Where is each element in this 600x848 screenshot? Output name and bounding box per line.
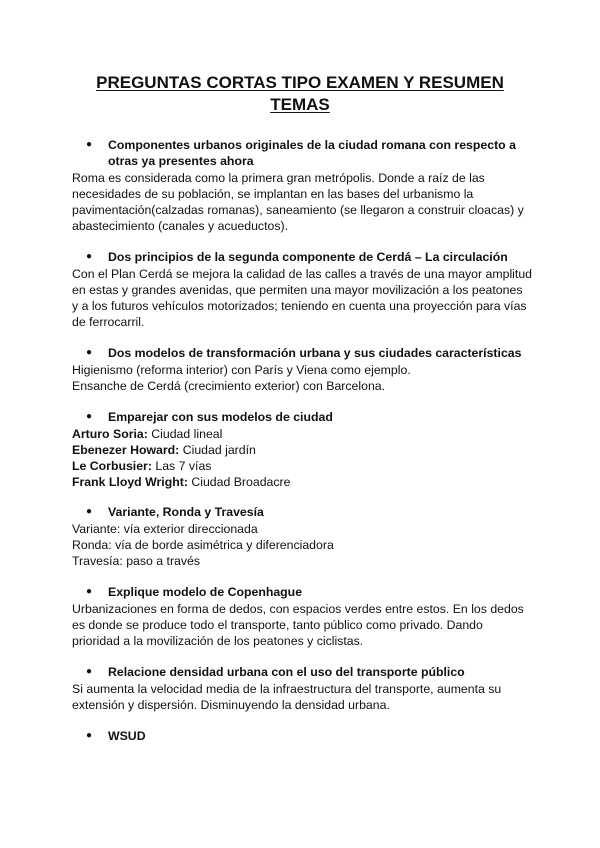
section-density-transport	[72, 664, 532, 713]
question-text: Relacione densidad urbana con el uso del transporte público	[108, 665, 465, 679]
section-cerda-circulation	[72, 249, 532, 330]
pair-value: Ciudad jardín	[182, 443, 256, 457]
section-copenhagen-model	[72, 584, 532, 649]
pair-name: Ebenezer Howard:	[72, 443, 180, 457]
bullet-icon: ●	[86, 730, 93, 741]
question-text: Componentes urbanos originales de la ciudad romana con respecto a otras ya presentes ahora	[108, 138, 516, 168]
pair-line	[72, 458, 532, 474]
answer-line: Ensanche de Cerdá (crecimiento exterior) con Barcelona.	[72, 379, 386, 393]
question-text: WSUD	[108, 729, 146, 743]
pair-name: Arturo Soria:	[72, 427, 148, 441]
answer-text: Urbanizaciones en forma de dedos, con espacios verdes entre estos. En los dedos es donde se produce todo el transporte, tanto público como privado. Dando prioridad a la movilización de los peatones y ciclistas.	[72, 602, 524, 648]
pair-line	[72, 442, 532, 458]
bullet-icon: ●	[86, 139, 93, 150]
question-heading	[72, 728, 532, 744]
answer-line: Travesía: paso a través	[72, 554, 201, 568]
question-text: Emparejar con sus modelos de ciudad	[108, 410, 333, 424]
answer-line: Ronda: vía de borde asimétrica y diferenciadora	[72, 538, 334, 552]
section-city-models	[72, 409, 532, 490]
pair-value: Ciudad Broadacre	[191, 475, 291, 489]
document-title: PREGUNTAS CORTAS TIPO EXAMEN Y RESUMEN TEMAS	[96, 73, 504, 114]
pair-name: Le Corbusier:	[72, 459, 152, 473]
bullet-icon: ●	[86, 251, 93, 262]
question-heading	[72, 345, 532, 361]
pair-line	[72, 474, 532, 490]
bullet-icon: ●	[86, 347, 93, 358]
question-heading	[72, 409, 532, 425]
bullet-icon: ●	[86, 586, 93, 597]
section-transformation-models	[72, 345, 532, 394]
answer-line: Higienismo (reforma interior) con París y Viena como ejemplo.	[72, 363, 411, 377]
question-heading	[72, 584, 532, 600]
bullet-icon: ●	[86, 666, 93, 677]
section-wsud	[72, 728, 532, 745]
pair-value: Ciudad lineal	[151, 427, 223, 441]
section-roman-city	[72, 137, 532, 234]
bullet-icon: ●	[86, 411, 93, 422]
answer-line: Variante: vía exterior direccionada	[72, 522, 258, 536]
question-heading	[72, 137, 532, 169]
question-text: Dos modelos de transformación urbana y sus ciudades características	[108, 346, 522, 360]
pair-name: Frank Lloyd Wright:	[72, 475, 188, 489]
pair-line	[72, 426, 532, 442]
question-heading	[72, 504, 532, 520]
answer-text: Si aumenta la velocidad media de la infraestructura del transporte, aumenta su extensión y dispersión. Disminuyendo la densidad urbana.	[72, 682, 502, 712]
answer-text: Roma es considerada como la primera gran metrópolis. Donde a raíz de las necesidades de su población, se implantan en las bases del urbanismo la pavimentación(calzadas romanas), saneamiento (se llegaron a construir cloacas) y abastecimiento (canales y acueductos).	[72, 171, 524, 233]
question-text: Explique modelo de Copenhague	[108, 585, 303, 599]
pair-value: Las 7 vías	[155, 459, 212, 473]
question-heading	[72, 249, 532, 265]
bullet-icon: ●	[86, 506, 93, 517]
question-text: Variante, Ronda y Travesía	[108, 505, 264, 519]
answer-text: Con el Plan Cerdá se mejora la calidad de las calles a través de una mayor amplitud en estas y grandes avenidas, que permiten una mayor movilización a los peatones y a los futuros vehículos motorizados; teniendo en cuenta una proyección para vías de ferrocarril.	[72, 267, 533, 329]
question-text: Dos principios de la segunda componente de Cerdá – La circulación	[108, 250, 508, 264]
section-road-types	[72, 504, 532, 569]
question-heading	[72, 664, 532, 680]
